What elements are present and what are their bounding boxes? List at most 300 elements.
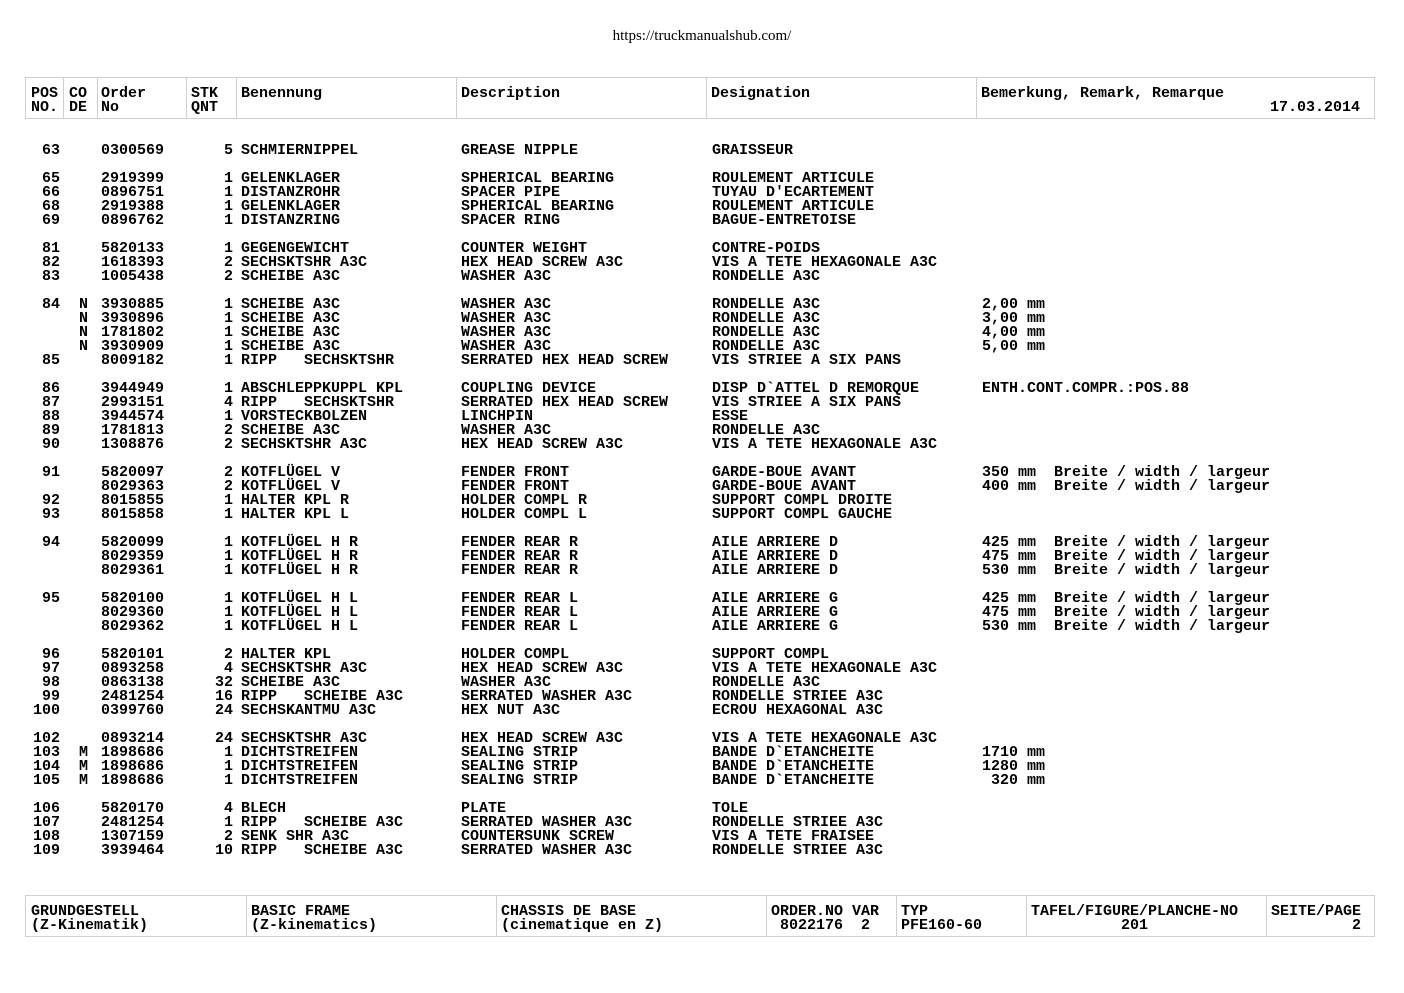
designation-cell: BANDE D`ETANCHEITE — [712, 744, 875, 761]
header-order: Order No — [101, 85, 147, 116]
position-cell: 105 — [32, 772, 60, 789]
quantity-cell: 1 — [223, 604, 233, 621]
order-number-cell: 0300569 — [101, 142, 165, 159]
description-cell: WASHER A3C — [461, 338, 552, 355]
header-divider — [97, 78, 98, 118]
quantity-cell: 16 — [214, 688, 233, 705]
order-number-cell: 2993151 — [101, 394, 165, 411]
remark-cell: 475 mm Breite / width / largeur — [982, 548, 1271, 565]
table-row — [0, 620, 1404, 634]
benennung-cell: GEGENGEWICHT — [241, 240, 350, 257]
order-number-cell: 0896751 — [101, 184, 165, 201]
quantity-cell: 1 — [223, 590, 233, 607]
code-cell: N — [79, 338, 89, 355]
benennung-cell: VORSTECKBOLZEN — [241, 408, 368, 425]
order-number-cell: 1618393 — [101, 254, 165, 271]
benennung-cell: ABSCHLEPPKUPPL KPL — [241, 380, 404, 397]
designation-cell: VIS STRIEE A SIX PANS — [712, 352, 902, 369]
designation-cell: TOLE — [712, 800, 749, 817]
source-url[interactable]: https://truckmanualshub.com/ — [612, 28, 792, 44]
order-number-cell: 3939464 — [101, 842, 165, 859]
order-number-cell: 8015858 — [101, 506, 165, 523]
quantity-cell: 1 — [223, 310, 233, 327]
quantity-cell: 2 — [223, 828, 233, 845]
description-cell: SEALING STRIP — [461, 744, 579, 761]
position-cell: 65 — [41, 170, 60, 187]
description-cell: SPHERICAL BEARING — [461, 170, 615, 187]
order-number-cell: 5820170 — [101, 800, 165, 817]
description-cell: HOLDER COMPL L — [461, 506, 588, 523]
designation-cell: RONDELLE A3C — [712, 310, 821, 327]
table-row — [0, 186, 1404, 200]
header-code: CO DE — [69, 85, 88, 116]
order-number-cell: 2919399 — [101, 170, 165, 187]
order-number-cell: 0893258 — [101, 660, 165, 677]
description-cell: SEALING STRIP — [461, 772, 579, 789]
position-cell: 99 — [41, 688, 60, 705]
table-row — [0, 662, 1404, 676]
footer-divider — [246, 896, 247, 936]
position-cell: 97 — [41, 660, 60, 677]
description-cell: WASHER A3C — [461, 674, 552, 691]
footer-chassis: CHASSIS DE BASE (cinematique en Z) — [501, 903, 664, 934]
order-number-cell: 0896762 — [101, 212, 165, 229]
quantity-cell: 1 — [223, 548, 233, 565]
benennung-cell: KOTFLÜGEL H L — [241, 618, 359, 635]
designation-cell: GARDE-BOUE AVANT — [712, 464, 857, 481]
table-row — [0, 312, 1404, 326]
benennung-cell: KOTFLÜGEL H L — [241, 604, 359, 621]
quantity-cell: 24 — [214, 702, 233, 719]
code-cell: M — [79, 758, 89, 775]
designation-cell: ECROU HEXAGONAL A3C — [712, 702, 884, 719]
part-group — [0, 802, 1404, 858]
order-number-cell: 1005438 — [101, 268, 165, 285]
benennung-cell: SECHSKTSHR A3C — [241, 730, 368, 747]
benennung-cell: DISTANZROHR — [241, 184, 341, 201]
designation-cell: AILE ARRIERE D — [712, 548, 839, 565]
order-number-cell: 2481254 — [101, 814, 165, 831]
footer-tafel: TAFEL/FIGURE/PLANCHE-NO 201 — [1031, 903, 1239, 934]
header-divider — [186, 78, 187, 118]
position-cell: 92 — [41, 492, 60, 509]
table-header — [25, 77, 1375, 119]
position-cell: 98 — [41, 674, 60, 691]
quantity-cell: 1 — [223, 758, 233, 775]
table-row — [0, 144, 1404, 158]
table-row — [0, 760, 1404, 774]
benennung-cell: DICHTSTREIFEN — [241, 744, 359, 761]
quantity-cell: 1 — [223, 240, 233, 257]
description-cell: FENDER REAR R — [461, 562, 579, 579]
position-cell: 93 — [41, 506, 60, 523]
designation-cell: AILE ARRIERE G — [712, 590, 839, 607]
table-row — [0, 270, 1404, 284]
header-remark: Bemerkung, Remark, Remarque — [981, 85, 1225, 102]
table-row — [0, 732, 1404, 746]
description-cell: SERRATED WASHER A3C — [461, 688, 633, 705]
benennung-cell: SCHEIBE A3C — [241, 296, 341, 313]
header-divider — [236, 78, 237, 118]
order-number-cell: 8009182 — [101, 352, 165, 369]
order-number-cell: 1781802 — [101, 324, 165, 341]
benennung-cell: SECHSKTSHR A3C — [241, 436, 368, 453]
description-cell: HEX HEAD SCREW A3C — [461, 730, 624, 747]
designation-cell: RONDELLE A3C — [712, 268, 821, 285]
position-cell: 85 — [41, 352, 60, 369]
position-cell: 66 — [41, 184, 60, 201]
part-group — [0, 242, 1404, 284]
quantity-cell: 1 — [223, 184, 233, 201]
table-row — [0, 746, 1404, 760]
order-number-cell: 3930909 — [101, 338, 165, 355]
designation-cell: BAGUE-ENTRETOISE — [712, 212, 857, 229]
quantity-cell: 1 — [223, 324, 233, 341]
benennung-cell: SECHSKTSHR A3C — [241, 254, 368, 271]
header-divider — [456, 78, 457, 118]
remark-cell: 3,00 mm — [982, 310, 1046, 327]
description-cell: COUNTERSUNK SCREW — [461, 828, 615, 845]
description-cell: FENDER REAR L — [461, 590, 579, 607]
designation-cell: AILE ARRIERE G — [712, 618, 839, 635]
part-group — [0, 382, 1404, 452]
table-row — [0, 564, 1404, 578]
benennung-cell: GELENKLAGER — [241, 198, 341, 215]
quantity-cell: 1 — [223, 562, 233, 579]
quantity-cell: 4 — [223, 394, 233, 411]
designation-cell: AILE ARRIERE D — [712, 562, 839, 579]
description-cell: FENDER FRONT — [461, 478, 570, 495]
description-cell: FENDER REAR L — [461, 604, 579, 621]
quantity-cell: 1 — [223, 352, 233, 369]
benennung-cell: RIPP SCHEIBE A3C — [241, 814, 404, 831]
order-number-cell: 8029360 — [101, 604, 165, 621]
position-cell: 68 — [41, 198, 60, 215]
benennung-cell: RIPP SCHEIBE A3C — [241, 842, 404, 859]
description-cell: SEALING STRIP — [461, 758, 579, 775]
code-cell: N — [79, 296, 89, 313]
description-cell: SERRATED WASHER A3C — [461, 842, 633, 859]
description-cell: WASHER A3C — [461, 296, 552, 313]
table-row — [0, 830, 1404, 844]
quantity-cell: 1 — [223, 296, 233, 313]
code-cell: M — [79, 744, 89, 761]
table-row — [0, 214, 1404, 228]
designation-cell: DISP D`ATTEL D REMORQUE — [712, 380, 920, 397]
table-row — [0, 802, 1404, 816]
footer-box — [25, 895, 1375, 937]
benennung-cell: SCHEIBE A3C — [241, 674, 341, 691]
order-number-cell: 1898686 — [101, 744, 165, 761]
part-group — [0, 592, 1404, 634]
table-row — [0, 340, 1404, 354]
remark-cell: 530 mm Breite / width / largeur — [982, 618, 1271, 635]
remark-cell: 475 mm Breite / width / largeur — [982, 604, 1271, 621]
parts-list — [0, 144, 1404, 872]
benennung-cell: SECHSKTSHR A3C — [241, 660, 368, 677]
position-cell: 96 — [41, 646, 60, 663]
header-description: Description — [461, 85, 561, 102]
table-row — [0, 354, 1404, 368]
description-cell: LINCHPIN — [461, 408, 534, 425]
description-cell: HEX HEAD SCREW A3C — [461, 436, 624, 453]
benennung-cell: SCHEIBE A3C — [241, 338, 341, 355]
part-group — [0, 536, 1404, 578]
benennung-cell: SENK SHR A3C — [241, 828, 350, 845]
order-number-cell: 0399760 — [101, 702, 165, 719]
remark-cell: 4,00 mm — [982, 324, 1046, 341]
part-group — [0, 648, 1404, 718]
designation-cell: RONDELLE A3C — [712, 296, 821, 313]
benennung-cell: GELENKLAGER — [241, 170, 341, 187]
designation-cell: TUYAU D'ECARTEMENT — [712, 184, 875, 201]
benennung-cell: DICHTSTREIFEN — [241, 772, 359, 789]
quantity-cell: 32 — [214, 674, 233, 691]
order-number-cell: 8015855 — [101, 492, 165, 509]
position-cell: 102 — [32, 730, 60, 747]
remark-cell: 400 mm Breite / width / largeur — [982, 478, 1271, 495]
remark-cell: 320 mm — [982, 772, 1046, 789]
position-cell: 108 — [32, 828, 60, 845]
benennung-cell: SCHEIBE A3C — [241, 422, 341, 439]
footer-basic-frame: BASIC FRAME (Z-kinematics) — [251, 903, 378, 934]
order-number-cell: 3930885 — [101, 296, 165, 313]
description-cell: WASHER A3C — [461, 422, 552, 439]
designation-cell: RONDELLE STRIEE A3C — [712, 842, 884, 859]
quantity-cell: 5 — [223, 142, 233, 159]
designation-cell: RONDELLE STRIEE A3C — [712, 814, 884, 831]
quantity-cell: 2 — [223, 436, 233, 453]
description-cell: SPACER PIPE — [461, 184, 561, 201]
description-cell: WASHER A3C — [461, 324, 552, 341]
quantity-cell: 1 — [223, 338, 233, 355]
table-row — [0, 382, 1404, 396]
designation-cell: RONDELLE STRIEE A3C — [712, 688, 884, 705]
header-date: 17.03.2014 — [1269, 99, 1360, 116]
designation-cell: SUPPORT COMPL — [712, 646, 830, 663]
header-benennung: Benennung — [241, 85, 323, 102]
position-cell: 95 — [41, 590, 60, 607]
benennung-cell: KOTFLÜGEL H L — [241, 590, 359, 607]
remark-cell: 530 mm Breite / width / largeur — [982, 562, 1271, 579]
order-number-cell: 5820097 — [101, 464, 165, 481]
order-number-cell: 5820101 — [101, 646, 165, 663]
order-number-cell: 8029363 — [101, 478, 165, 495]
position-cell: 106 — [32, 800, 60, 817]
description-cell: SERRATED HEX HEAD SCREW — [461, 394, 669, 411]
description-cell: WASHER A3C — [461, 310, 552, 327]
benennung-cell: KOTFLÜGEL H R — [241, 548, 359, 565]
description-cell: HEX HEAD SCREW A3C — [461, 254, 624, 271]
header-qty: STK QNT — [191, 85, 219, 116]
order-number-cell: 8029361 — [101, 562, 165, 579]
position-cell: 69 — [41, 212, 60, 229]
position-cell: 107 — [32, 814, 60, 831]
header-pos: POS NO. — [31, 85, 59, 116]
description-cell: COUPLING DEVICE — [461, 380, 597, 397]
quantity-cell: 1 — [223, 170, 233, 187]
order-number-cell: 3944949 — [101, 380, 165, 397]
order-number-cell: 2919388 — [101, 198, 165, 215]
designation-cell: VIS A TETE HEXAGONALE A3C — [712, 730, 938, 747]
position-cell: 81 — [41, 240, 60, 257]
benennung-cell: SCHEIBE A3C — [241, 310, 341, 327]
table-row — [0, 648, 1404, 662]
description-cell: COUNTER WEIGHT — [461, 240, 588, 257]
footer-divider — [766, 896, 767, 936]
quantity-cell: 1 — [223, 744, 233, 761]
code-cell: N — [79, 310, 89, 327]
order-number-cell: 5820100 — [101, 590, 165, 607]
description-cell: SERRATED HEX HEAD SCREW — [461, 352, 669, 369]
designation-cell: VIS A TETE HEXAGONALE A3C — [712, 660, 938, 677]
order-number-cell: 2481254 — [101, 688, 165, 705]
quantity-cell: 1 — [223, 492, 233, 509]
footer-seite: SEITE/PAGE 2 — [1271, 903, 1362, 934]
header-divider — [706, 78, 707, 118]
designation-cell: RONDELLE A3C — [712, 674, 821, 691]
table-row — [0, 396, 1404, 410]
designation-cell: ROULEMENT ARTICULE — [712, 198, 875, 215]
table-row — [0, 816, 1404, 830]
footer-divider — [496, 896, 497, 936]
footer-order-var: ORDER.NO VAR 8022176 2 — [771, 903, 880, 934]
quantity-cell: 1 — [223, 380, 233, 397]
designation-cell: SUPPORT COMPL DROITE — [712, 492, 893, 509]
part-group — [0, 298, 1404, 368]
footer-divider — [1026, 896, 1027, 936]
designation-cell: ESSE — [712, 408, 749, 425]
header-divider — [63, 78, 64, 118]
position-cell: 87 — [41, 394, 60, 411]
quantity-cell: 2 — [223, 268, 233, 285]
table-row — [0, 424, 1404, 438]
position-cell: 94 — [41, 534, 60, 551]
footer-divider — [1266, 896, 1267, 936]
position-cell: 86 — [41, 380, 60, 397]
benennung-cell: KOTFLÜGEL V — [241, 464, 341, 481]
order-number-cell: 0893214 — [101, 730, 165, 747]
table-row — [0, 200, 1404, 214]
description-cell: FENDER REAR R — [461, 534, 579, 551]
order-number-cell: 8029359 — [101, 548, 165, 565]
order-number-cell: 1308876 — [101, 436, 165, 453]
quantity-cell: 1 — [223, 814, 233, 831]
table-row — [0, 690, 1404, 704]
description-cell: GREASE NIPPLE — [461, 142, 579, 159]
part-group — [0, 172, 1404, 228]
order-number-cell: 1781813 — [101, 422, 165, 439]
designation-cell: GRAISSEUR — [712, 142, 794, 159]
footer-typ: TYP PFE160-60 — [901, 903, 983, 934]
benennung-cell: SCHEIBE A3C — [241, 268, 341, 285]
description-cell: WASHER A3C — [461, 268, 552, 285]
table-row — [0, 494, 1404, 508]
table-row — [0, 844, 1404, 858]
designation-cell: BANDE D`ETANCHEITE — [712, 772, 875, 789]
table-row — [0, 410, 1404, 424]
designation-cell: VIS A TETE HEXAGONALE A3C — [712, 436, 938, 453]
position-cell: 89 — [41, 422, 60, 439]
table-row — [0, 438, 1404, 452]
remark-cell: 2,00 mm — [982, 296, 1046, 313]
benennung-cell: HALTER KPL L — [241, 506, 350, 523]
description-cell: SERRATED WASHER A3C — [461, 814, 633, 831]
remark-cell: 1710 mm — [982, 744, 1046, 761]
table-row — [0, 676, 1404, 690]
description-cell: HOLDER COMPL — [461, 646, 570, 663]
table-row — [0, 480, 1404, 494]
benennung-cell: SCHEIBE A3C — [241, 324, 341, 341]
quantity-cell: 4 — [223, 660, 233, 677]
description-cell: SPACER RING — [461, 212, 561, 229]
designation-cell: AILE ARRIERE G — [712, 604, 839, 621]
header-designation: Designation — [711, 85, 811, 102]
benennung-cell: KOTFLÜGEL H R — [241, 534, 359, 551]
table-row — [0, 326, 1404, 340]
description-cell: SPHERICAL BEARING — [461, 198, 615, 215]
order-number-cell: 3944574 — [101, 408, 165, 425]
description-cell: PLATE — [461, 800, 507, 817]
table-row — [0, 704, 1404, 718]
designation-cell: VIS A TETE HEXAGONALE A3C — [712, 254, 938, 271]
position-cell: 88 — [41, 408, 60, 425]
benennung-cell: SCHMIERNIPPEL — [241, 142, 359, 159]
position-cell: 103 — [32, 744, 60, 761]
benennung-cell: HALTER KPL — [241, 646, 332, 663]
code-cell: N — [79, 324, 89, 341]
description-cell: HEX NUT A3C — [461, 702, 561, 719]
order-number-cell: 1307159 — [101, 828, 165, 845]
table-row — [0, 242, 1404, 256]
position-cell: 83 — [41, 268, 60, 285]
benennung-cell: SECHSKANTMU A3C — [241, 702, 377, 719]
order-number-cell: 1898686 — [101, 758, 165, 775]
code-cell: M — [79, 772, 89, 789]
part-group — [0, 144, 1404, 158]
quantity-cell: 1 — [223, 198, 233, 215]
benennung-cell: HALTER KPL R — [241, 492, 350, 509]
order-number-cell: 1898686 — [101, 772, 165, 789]
position-cell: 63 — [41, 142, 60, 159]
table-row — [0, 298, 1404, 312]
designation-cell: VIS STRIEE A SIX PANS — [712, 394, 902, 411]
benennung-cell: RIPP SECHSKTSHR — [241, 394, 395, 411]
order-number-cell: 3930896 — [101, 310, 165, 327]
designation-cell: RONDELLE A3C — [712, 338, 821, 355]
description-cell: HEX HEAD SCREW A3C — [461, 660, 624, 677]
remark-cell: 425 mm Breite / width / largeur — [982, 534, 1271, 551]
designation-cell: BANDE D`ETANCHEITE — [712, 758, 875, 775]
description-cell: FENDER REAR R — [461, 548, 579, 565]
designation-cell: GARDE-BOUE AVANT — [712, 478, 857, 495]
position-cell: 82 — [41, 254, 60, 271]
position-cell: 100 — [32, 702, 60, 719]
quantity-cell: 4 — [223, 800, 233, 817]
designation-cell: CONTRE-POIDS — [712, 240, 821, 257]
remark-cell: 1280 mm — [982, 758, 1046, 775]
quantity-cell: 10 — [214, 842, 233, 859]
footer-divider — [896, 896, 897, 936]
quantity-cell: 1 — [223, 618, 233, 635]
table-row — [0, 172, 1404, 186]
part-group — [0, 732, 1404, 788]
designation-cell: RONDELLE A3C — [712, 324, 821, 341]
designation-cell: AILE ARRIERE D — [712, 534, 839, 551]
description-cell: HOLDER COMPL R — [461, 492, 588, 509]
order-number-cell: 5820099 — [101, 534, 165, 551]
footer-grundgestell: GRUNDGESTELL (Z-Kinematik) — [31, 903, 149, 934]
